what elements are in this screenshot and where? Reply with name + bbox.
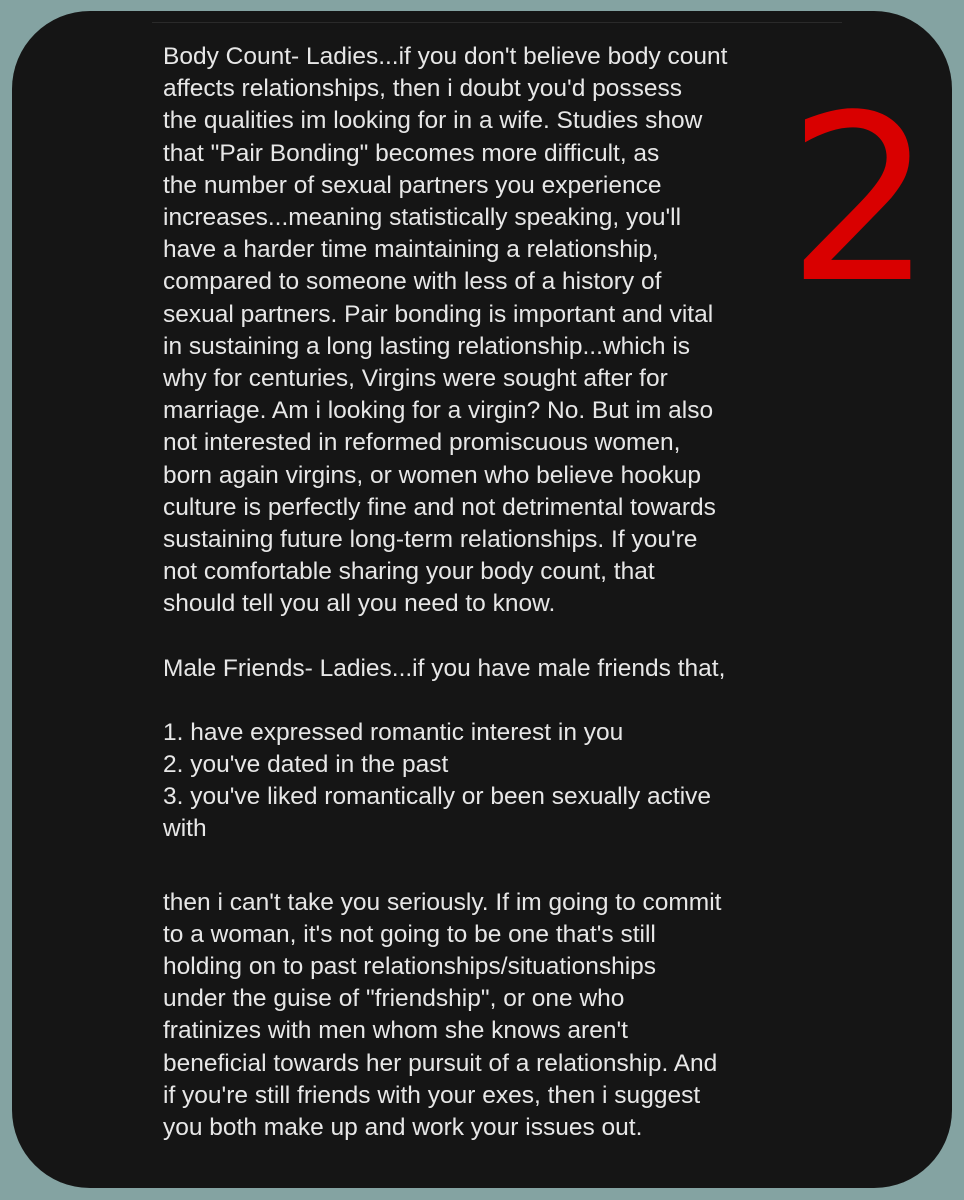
- body-count-paragraph: Body Count- Ladies...if you don't believe body count affects relationships, then i doubt you'd possess the qualities im looking for in a wife. Studies show that "Pair Bonding" becomes more difficult, as the number of sexual partners you experience increases...meaning statistically speaking, you'll have a harder time maintaining a relationship, compared to someone with less of a history of sexual partners. Pair bonding is important and vital in sustaining a long lasting relationship...which is why for centuries, Virgins were sought after for marriage. Am i looking for a virgin? No. But im also not interested in reformed promiscuous women, born again virgins, or women who believe hookup culture is perfectly fine and not detrimental towards sustaining future long-term relationships. If you're not comfortable sharing your body count, that should tell you all you need to know.: [163, 43, 728, 618]
- conclusion-paragraph: then i can't take you seriously. If im going to commit to a woman, it's not going to be one that's still holding on to past relationships/situationships under the guise of "friendship", or one who fratinizes with men whom she knows aren't beneficial towards her pursuit of a relationship. And if you're still friends with your exes, then i suggest you both make up and work your issues out.: [163, 888, 722, 1142]
- male-friends-intro: Male Friends- Ladies...if you have male friends that,: [163, 654, 726, 682]
- paragraph-gap: [163, 621, 808, 653]
- top-divider: [152, 22, 842, 23]
- list-item-3: 3. you've liked romantically or been sexually active with: [163, 783, 712, 843]
- list-item-2: 2. you've dated in the past: [163, 751, 449, 779]
- paragraph-gap: [163, 846, 808, 887]
- post-content: [163, 41, 808, 1144]
- text-card: [12, 11, 952, 1188]
- paragraph-gap: [163, 685, 808, 717]
- page-number-marker: 2: [787, 67, 934, 334]
- list-item-1: 1. have expressed romantic interest in you: [163, 718, 624, 746]
